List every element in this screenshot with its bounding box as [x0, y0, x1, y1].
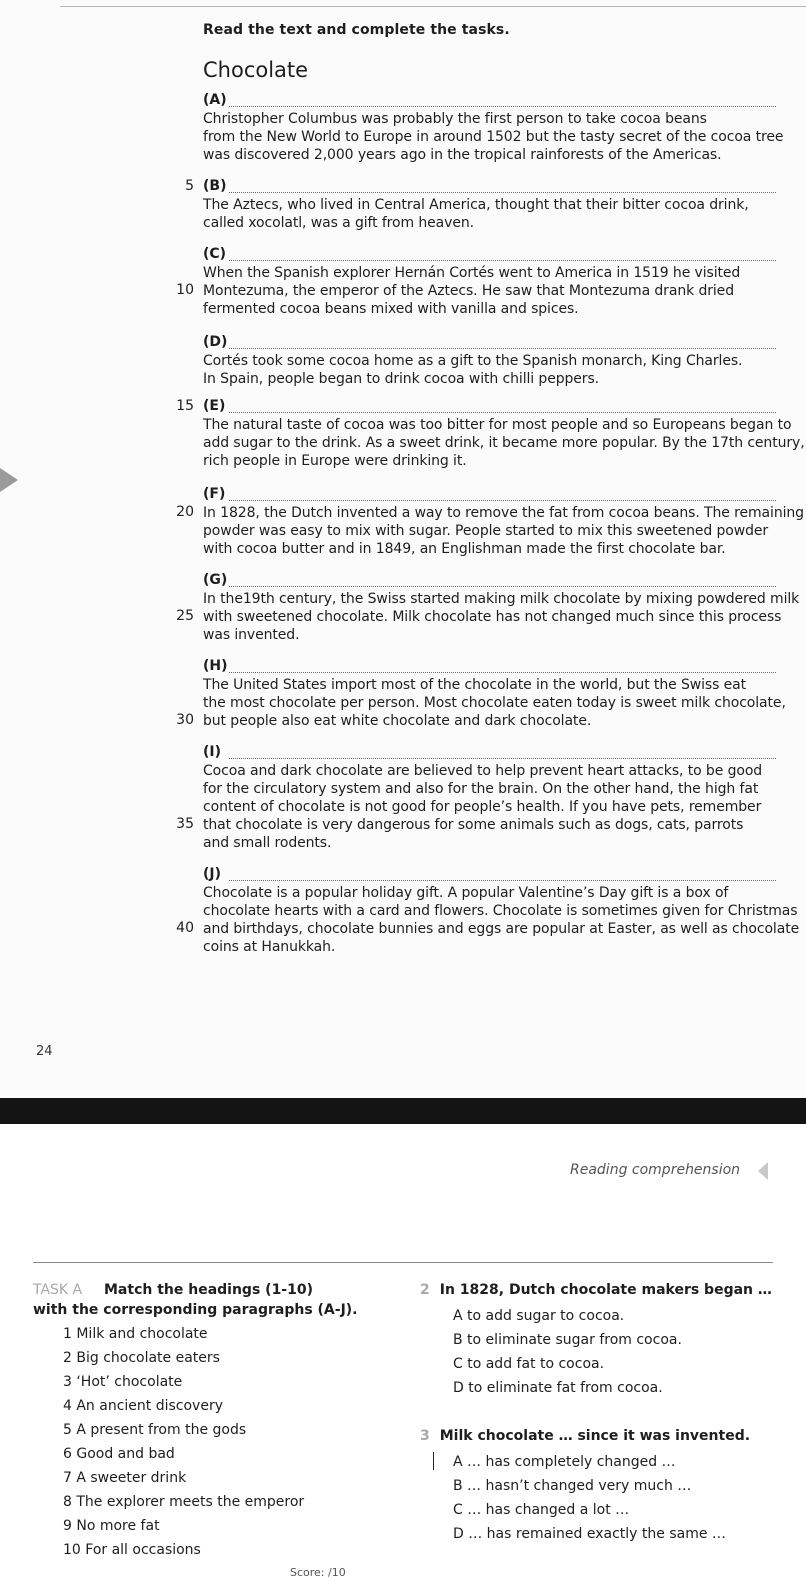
paragraph-label: (G): [203, 572, 228, 588]
paragraph-heading-blank[interactable]: [203, 178, 776, 196]
heading-option: 8 The explorer meets the emperor: [63, 1494, 305, 1510]
task-label: TASK A: [33, 1282, 83, 1298]
paragraph-text: In the19th century, the Swiss started making milk chocolate by mixing powdered milk with sweetened chocolate. Milk chocolate has not changed much since this process was invented.: [203, 591, 800, 643]
answer-option[interactable]: C … has changed a lot …: [453, 1502, 630, 1518]
paragraph-label: (J): [203, 866, 222, 882]
paragraph-text: Christopher Columbus was probably the first person to take cocoa beans from the New World to Europe in around 1502 but the tasty secret of the cocoa tree was discovered 2,000 years ago in the tropical rainforests of the Americas.: [203, 111, 784, 163]
heading-option: 1 Milk and chocolate: [63, 1326, 208, 1342]
paragraph-text: When the Spanish explorer Hernán Cortés went to America in 1519 he visited Montezuma, the emperor of the Aztecs. He saw that Montezuma drank dried fermented cocoa beans mixed with vanilla and spices.: [203, 265, 741, 317]
paragraph-heading-blank[interactable]: [203, 744, 776, 762]
question-2: [420, 1282, 772, 1298]
question-number: 2: [420, 1282, 430, 1298]
page-number: 24: [36, 1044, 53, 1059]
heading-option: 9 No more fat: [63, 1518, 160, 1534]
paragraph-label: (F): [203, 486, 226, 502]
line-number: 30: [176, 712, 194, 728]
question-3: [420, 1428, 750, 1444]
paragraph-text: Chocolate is a popular holiday gift. A popular Valentine’s Day gift is a box of chocolate hearts with a card and flowers. Chocolate is sometimes given for Christmas and birthdays, chocolate bunnies and eggs are popular at Easter, as well as chocolate coins at Hanukkah.: [203, 885, 800, 955]
paragraph-heading-blank[interactable]: [203, 658, 776, 676]
paragraph-text: The Aztecs, who lived in Central America, thought that their bitter cocoa drink, called xocolatl, was a gift from heaven.: [203, 197, 749, 231]
answer-option[interactable]: A to add sugar to cocoa.: [453, 1308, 625, 1324]
answer-line: [229, 192, 776, 193]
paragraph-label: (A): [203, 92, 227, 108]
paragraph-heading-blank[interactable]: [203, 572, 776, 590]
heading-option: 5 A present from the gods: [63, 1422, 247, 1438]
line-number: 15: [176, 398, 194, 414]
answer-line: [229, 412, 776, 413]
section-rule: [33, 1262, 773, 1263]
answer-line: [229, 500, 776, 501]
line-number: 10: [176, 282, 194, 298]
heading-option: 2 Big chocolate eaters: [63, 1350, 220, 1366]
paragraph-label: (C): [203, 246, 227, 262]
page-edge-arrow-icon: [0, 468, 18, 492]
paragraph-heading-blank[interactable]: [203, 92, 776, 110]
question-text: In 1828, Dutch chocolate makers began …: [439, 1282, 772, 1298]
answer-line: [229, 758, 776, 759]
task-instruction: Read the text and complete the tasks.: [203, 22, 510, 38]
paragraph-heading-blank[interactable]: [203, 866, 776, 884]
paragraph-text: Cocoa and dark chocolate are believed to help prevent heart attacks, to be good for the circulatory system and also for the brain. On the other hand, the high fat content of chocolate is not good for people’s health. If you have pets, remember that chocolate is very dangerous for some animals such as dogs, cats, parrots and small rodents.: [203, 763, 763, 851]
paragraph-text: In 1828, the Dutch invented a way to remove the fat from cocoa beans. The remaining powder was easy to mix with sugar. People started to mix this sweetened powder with cocoa butter and in 1849, an Englishman made the first chocolate bar.: [203, 505, 804, 557]
line-number: 40: [176, 920, 194, 936]
task-title: Match the headings (1-10): [104, 1282, 313, 1298]
paragraph-heading-blank[interactable]: [203, 398, 776, 416]
paragraph-label: (B): [203, 178, 227, 194]
answer-line: [229, 672, 776, 673]
heading-option: 3 ‘Hot’ chocolate: [63, 1374, 183, 1390]
answer-option[interactable]: D … has remained exactly the same …: [453, 1526, 726, 1542]
answer-line: [229, 586, 776, 587]
heading-option: 6 Good and bad: [63, 1446, 175, 1462]
paragraph-label: (I): [203, 744, 222, 760]
answer-option[interactable]: C to add fat to cocoa.: [453, 1356, 605, 1372]
paragraph-text: Cortés took some cocoa home as a gift to the Spanish monarch, King Charles. In Spain, people began to drink cocoa with chilli peppers.: [203, 353, 743, 387]
paragraph-heading-blank[interactable]: [203, 334, 776, 352]
line-number: 20: [176, 504, 194, 520]
answer-line: [229, 260, 776, 261]
line-number: 35: [176, 816, 194, 832]
line-number: 5: [185, 178, 194, 194]
paragraph-text: The natural taste of cocoa was too bitter for most people and so Europeans began to add sugar to the drink. As a sweet drink, it became more popular. By the 17th century, rich people in Europe were drinking it.: [203, 417, 805, 469]
section-tab-icon: [758, 1162, 768, 1180]
page-separator-bar: [0, 1098, 806, 1124]
margin-bar: [433, 1452, 434, 1470]
answer-line: [229, 348, 776, 349]
paragraph-heading-blank[interactable]: [203, 486, 776, 504]
heading-option: 10 For all occasions: [63, 1542, 201, 1558]
task-title-continued: with the corresponding paragraphs (A-J).: [33, 1302, 358, 1318]
question-number: 3: [420, 1428, 430, 1444]
article-title: Chocolate: [203, 58, 309, 82]
heading-option: 4 An ancient discovery: [63, 1398, 223, 1414]
line-number: 25: [176, 608, 194, 624]
answer-option[interactable]: A … has completely changed …: [453, 1454, 676, 1470]
heading-option: 7 A sweeter drink: [63, 1470, 187, 1486]
question-text: Milk chocolate … since it was invented.: [439, 1428, 751, 1444]
section-label: Reading comprehension: [570, 1162, 741, 1178]
score-box: Score: /10: [290, 1566, 346, 1579]
answer-option[interactable]: D to eliminate fat from cocoa.: [453, 1380, 663, 1396]
top-rule: [60, 6, 806, 7]
paragraph-label: (H): [203, 658, 228, 674]
answer-line: [229, 880, 776, 881]
paragraph-heading-blank[interactable]: [203, 246, 776, 264]
answer-option[interactable]: B … hasn’t changed very much …: [453, 1478, 692, 1494]
paragraph-label: (E): [203, 398, 226, 414]
paragraph-label: (D): [203, 334, 228, 350]
answer-line: [229, 106, 776, 107]
answer-option[interactable]: B to eliminate sugar from cocoa.: [453, 1332, 682, 1348]
paragraph-text: The United States import most of the chocolate in the world, but the Swiss eat the most chocolate per person. Most chocolate eaten today is sweet milk chocolate, but people also eat white chocolate and dark chocolate.: [203, 677, 786, 729]
